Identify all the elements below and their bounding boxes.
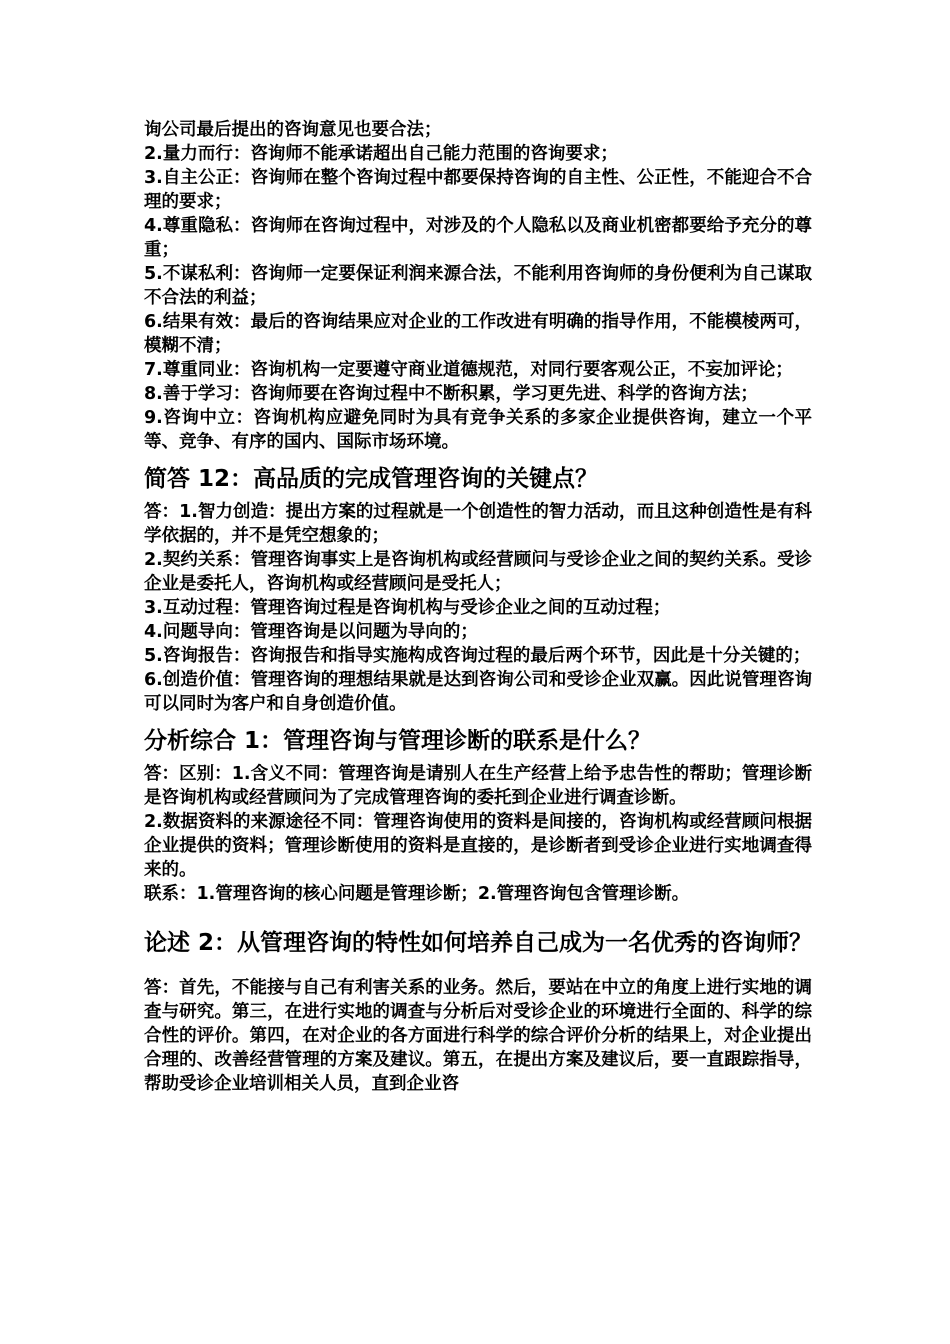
essay2-answer: [144, 976, 812, 1096]
q12-answer: [144, 500, 812, 716]
paragraph: 3.互动过程：管理咨询过程是咨询机构与受诊企业之间的互动过程；: [144, 598, 671, 618]
section-heading-essay2: 论述 2：从管理咨询的特性如何培养自己成为一名优秀的咨询师？: [144, 930, 813, 956]
paragraph: 2.数据资料的来源途径不同：管理咨询使用的资料是间接的，咨询机构或经营顾问根据企业提供的资料；管理诊断使用的资料是直接的，是诊断者到受诊企业进行实地调查得来的。: [144, 812, 812, 880]
document-page: [144, 118, 812, 1096]
paragraph: 联系：1.管理咨询的核心问题是管理诊断；2.管理咨询包含管理诊断。: [144, 884, 690, 904]
paragraph: 6.创造价值：管理咨询的理想结果就是达到咨询公司和受诊企业双赢。因此说管理咨询可以同时为客户和自身创造价值。: [144, 670, 812, 714]
paragraph: 6.结果有效：最后的咨询结果应对企业的工作改进有明确的指导作用，不能模棱两可，模糊不清；: [144, 312, 812, 356]
analysis1-answer: [144, 762, 812, 906]
section-heading-q12: 简答 12：高品质的完成管理咨询的关键点？: [144, 466, 599, 492]
paragraph: 7.尊重同业：咨询机构一定要遵守商业道德规范，对同行要客观公正，不妄加评论；: [144, 360, 793, 380]
paragraph: 5.咨询报告：咨询报告和指导实施构成咨询过程的最后两个环节，因此是十分关键的；: [144, 646, 811, 666]
paragraph: 8.善于学习：咨询师要在咨询过程中不断积累，学习更先进、科学的咨询方法；: [144, 384, 758, 404]
principles-list: [144, 118, 812, 454]
paragraph: 2.量力而行：咨询师不能承诺超出自己能力范围的咨询要求；: [144, 144, 618, 164]
paragraph: 4.问题导向：管理咨询是以问题为导向的；: [144, 622, 478, 642]
section-heading-analysis1: 分析综合 1：管理咨询与管理诊断的联系是什么？: [144, 728, 652, 754]
paragraph: 答：首先，不能接与自己有利害关系的业务。然后，要站在中立的角度上进行实地的调查与研究。第三，在进行实地的调查与分析后对受诊企业的环境进行全面的、科学的综合性的评价。第四，在对企业的各方面进行科学的综合评价分析的结果上，对企业提出合理的、改善经营管理的方案及建议。第五，在提出方案及建议后，要一直跟踪指导，帮助受诊企业培训相关人员，直到企业咨: [144, 978, 812, 1094]
paragraph: 5.不谋私利：咨询师一定要保证利润来源合法，不能利用咨询师的身份便利为自己谋取不合法的利益；: [144, 264, 812, 308]
paragraph: 答：区别：1.含义不同：管理咨询是请别人在生产经营上给予忠告性的帮助；管理诊断是咨询机构或经营顾问为了完成管理咨询的委托到企业进行调查诊断。: [144, 764, 812, 808]
paragraph: 答：1.智力创造：提出方案的过程就是一个创造性的智力活动，而且这种创造性是有科学依据的，并不是凭空想象的；: [144, 502, 812, 546]
paragraph: 4.尊重隐私：咨询师在咨询过程中，对涉及的个人隐私以及商业机密都要给予充分的尊重；: [144, 216, 812, 260]
paragraph: 询公司最后提出的咨询意见也要合法；: [144, 120, 442, 140]
paragraph: 3.自主公正：咨询师在整个咨询过程中都要保持咨询的自主性、公正性，不能迎合不合理的要求；: [144, 168, 812, 212]
paragraph: 9.咨询中立：咨询机构应避免同时为具有竞争关系的多家企业提供咨询，建立一个平等、竞争、有序的国内、国际市场环境。: [144, 408, 812, 452]
paragraph: 2.契约关系：管理咨询事实上是咨询机构或经营顾问与受诊企业之间的契约关系。受诊企业是委托人，咨询机构或经营顾问是受托人；: [144, 550, 812, 594]
